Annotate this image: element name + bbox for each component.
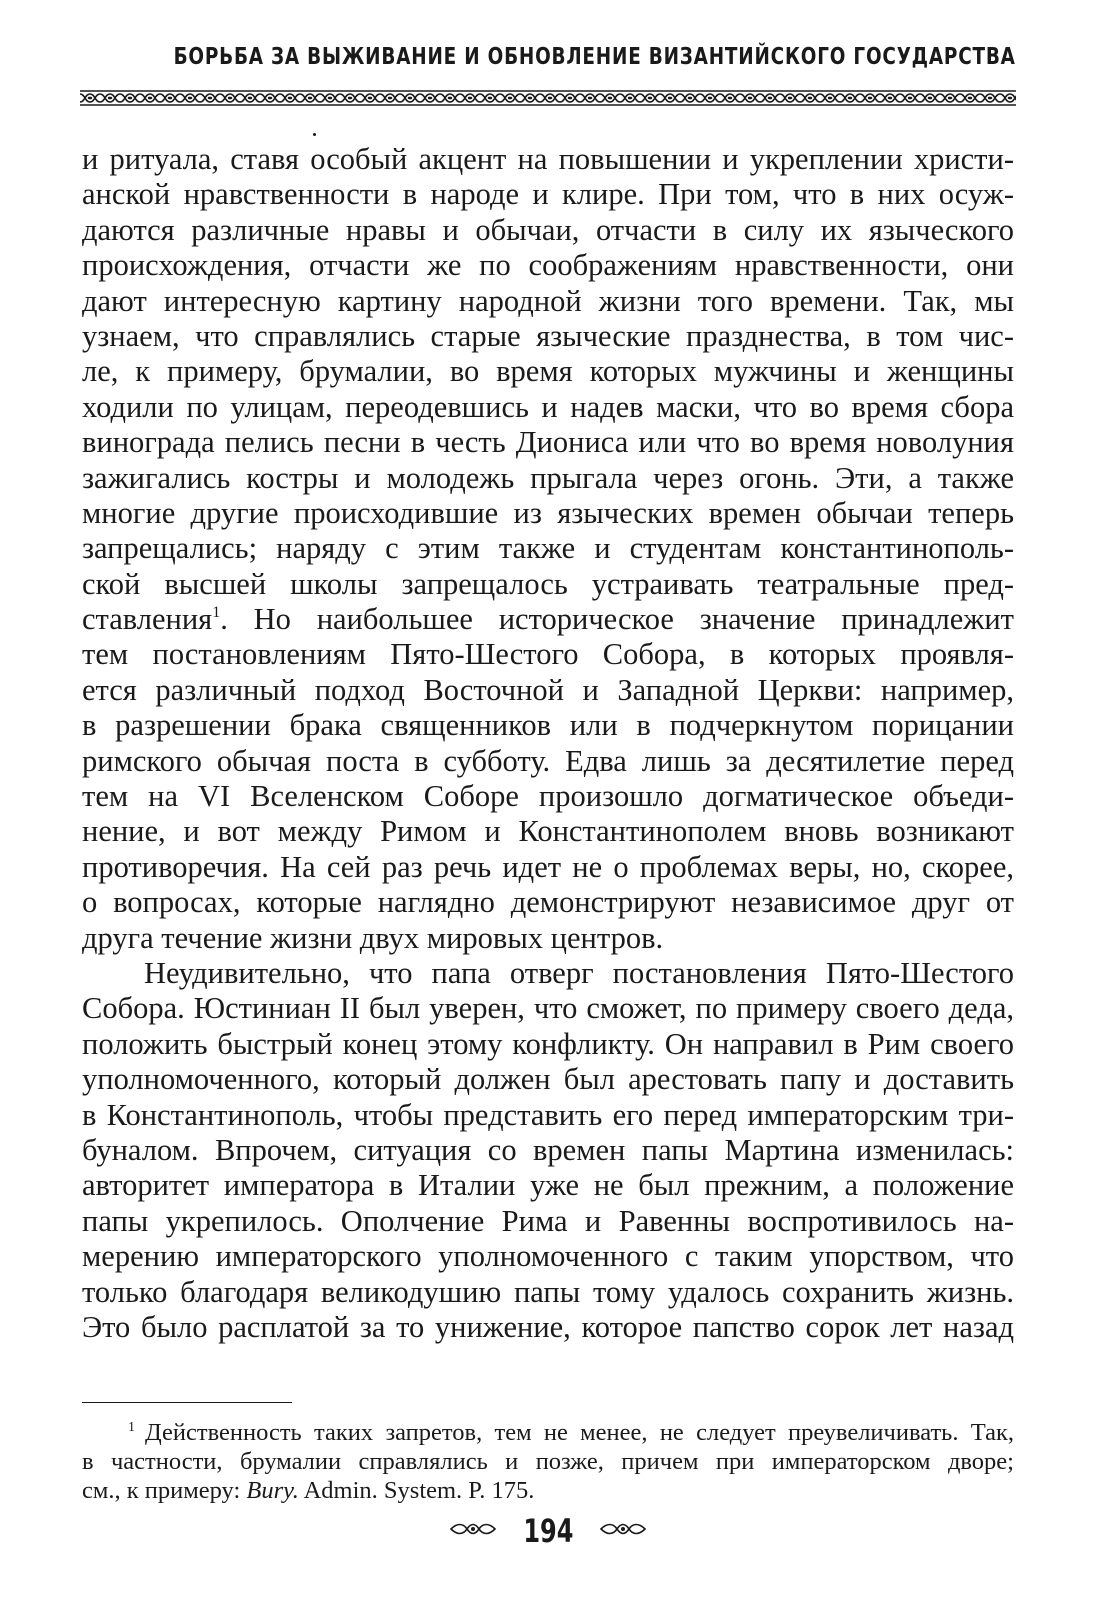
text-line: друга течение жизни двух мировых центров. bbox=[82, 920, 664, 955]
text-line: винограда пелись песни в честь Диониса или что во время новолуния bbox=[82, 425, 1014, 460]
text-line: только благодаря великодушию папы тому удалось сохранить жизнь. bbox=[82, 1274, 1014, 1309]
left-ornament-icon bbox=[449, 1521, 497, 1542]
text-line: тем постановлениям Пято-Шестого Собора, в которых проявля- bbox=[82, 637, 1014, 672]
text-line: нение, и вот между Римом и Константинополем вновь возникают bbox=[82, 814, 1014, 849]
text-line: в разрешении брака священников или в подчеркнутом порицании bbox=[82, 708, 1014, 743]
footnote-line: в частности, брумалии справлялись и позже, причем при императорском дворе; bbox=[82, 1448, 1014, 1475]
text-line: уполномоченного, который должен был арестовать папу и доставить bbox=[82, 1062, 1014, 1097]
ornamental-border bbox=[80, 90, 1016, 106]
footnote-line bbox=[82, 1476, 1014, 1505]
text-line: о вопросах, которые наглядно демонстрируют независимое друг от bbox=[82, 885, 1014, 920]
text-line: даются различные нравы и обычаи, отчасти в силу их языческого bbox=[82, 212, 1014, 247]
footnote-text: Действенность таких запретов, тем не менее, не следует преувеличивать. Так, bbox=[145, 1419, 1014, 1446]
text-segment: ставления bbox=[82, 602, 213, 637]
page-footer bbox=[0, 1512, 1096, 1550]
text-line: ле, к примеру, брумалии, во время которых мужчины и женщины bbox=[82, 354, 1014, 389]
text-line: мерению императорского уполномоченного с таким упорством, что bbox=[82, 1239, 1014, 1274]
footnote bbox=[82, 1418, 1014, 1505]
text-line: тем на VI Вселенском Соборе произошло догматическое объеди- bbox=[82, 779, 1014, 814]
text-line: и ритуала, ставя особый акцент на повышении и укреплении христи- bbox=[82, 142, 1014, 176]
text-line: зажигались костры и молодежь прыгала через огонь. Эти, а также bbox=[82, 460, 1014, 495]
paragraph-1 bbox=[82, 142, 1014, 956]
main-text bbox=[82, 142, 1014, 1345]
text-segment: . Но наибольшее историческое значение принадлежит bbox=[220, 602, 1014, 637]
text-line: римского обычая поста в субботу. Едва лишь за десятилетие перед bbox=[82, 743, 1014, 778]
text-line: многие другие происходившие из языческих времен обычаи теперь bbox=[82, 495, 1014, 530]
text-line: ской высшей школы запрещалось устраивать театральные пред- bbox=[82, 566, 1014, 601]
text-line: папы укрепилось. Ополчение Рима и Равенны воспротивилось на- bbox=[82, 1203, 1014, 1238]
paragraph-2 bbox=[82, 956, 1014, 1345]
footnote-text: см., к примеру: bbox=[82, 1477, 247, 1504]
text-line: ется различный подход Восточной и Западной Церкви: например, bbox=[82, 672, 1014, 707]
footnote-text: Admin. System. P. 175. bbox=[298, 1477, 535, 1504]
footnote-separator bbox=[82, 1402, 292, 1403]
text-line: дают интересную картину народной жизни того времени. Так, мы bbox=[82, 283, 1014, 318]
text-line: в Константинополь, чтобы представить его перед императорским три- bbox=[82, 1097, 1014, 1132]
text-line: Собора. Юстиниан II был уверен, что сможет, по примеру своего деда, bbox=[82, 991, 1014, 1026]
text-line: ходили по улицам, переодевшись и надев маски, что во время сбора bbox=[82, 389, 1014, 424]
text-line: происхождения, отчасти же по соображениям нравственности, они bbox=[82, 248, 1014, 283]
footnote-reference[interactable]: 1 bbox=[212, 604, 221, 622]
print-speck bbox=[313, 133, 316, 136]
footnote-author: Bury. bbox=[246, 1477, 299, 1504]
right-ornament-icon bbox=[599, 1521, 647, 1542]
page-number: 194 bbox=[522, 1512, 574, 1550]
text-line: буналом. Впрочем, ситуация со времен папы Мартина изменилась: bbox=[82, 1132, 1014, 1167]
text-line: положить быстрый конец этому конфликту. Он направил в Рим своего bbox=[82, 1026, 1014, 1061]
text-line: Это было расплатой за то унижение, которое папство сорок лет назад bbox=[82, 1309, 1014, 1344]
footnote-line bbox=[82, 1418, 1014, 1447]
footnote-marker: 1 bbox=[128, 1420, 135, 1435]
text-line: авторитет императора в Италии уже не был прежним, а положение bbox=[82, 1168, 1014, 1203]
text-line-with-footnote bbox=[82, 602, 1014, 637]
text-line: анской нравственности в народе и клире. При том, что в них осуж- bbox=[82, 177, 1014, 212]
text-line: противоречия. На сей раз речь идет не о проблемах веры, но, скорее, bbox=[82, 849, 1014, 884]
text-line: узнаем, что справлялись старые языческие празднества, в том чис- bbox=[82, 318, 1014, 353]
text-line: Неудивительно, что папа отверг постановления Пято-Шестого bbox=[144, 955, 1014, 990]
text-line: запрещались; наряду с этим также и студентам константинополь- bbox=[82, 531, 1014, 566]
running-head-title: БОРЬБА ЗА ВЫЖИВАНИЕ И ОБНОВЛЕНИЕ ВИЗАНТИЙСКОГО ГОСУДАРСТВА bbox=[173, 44, 1016, 70]
